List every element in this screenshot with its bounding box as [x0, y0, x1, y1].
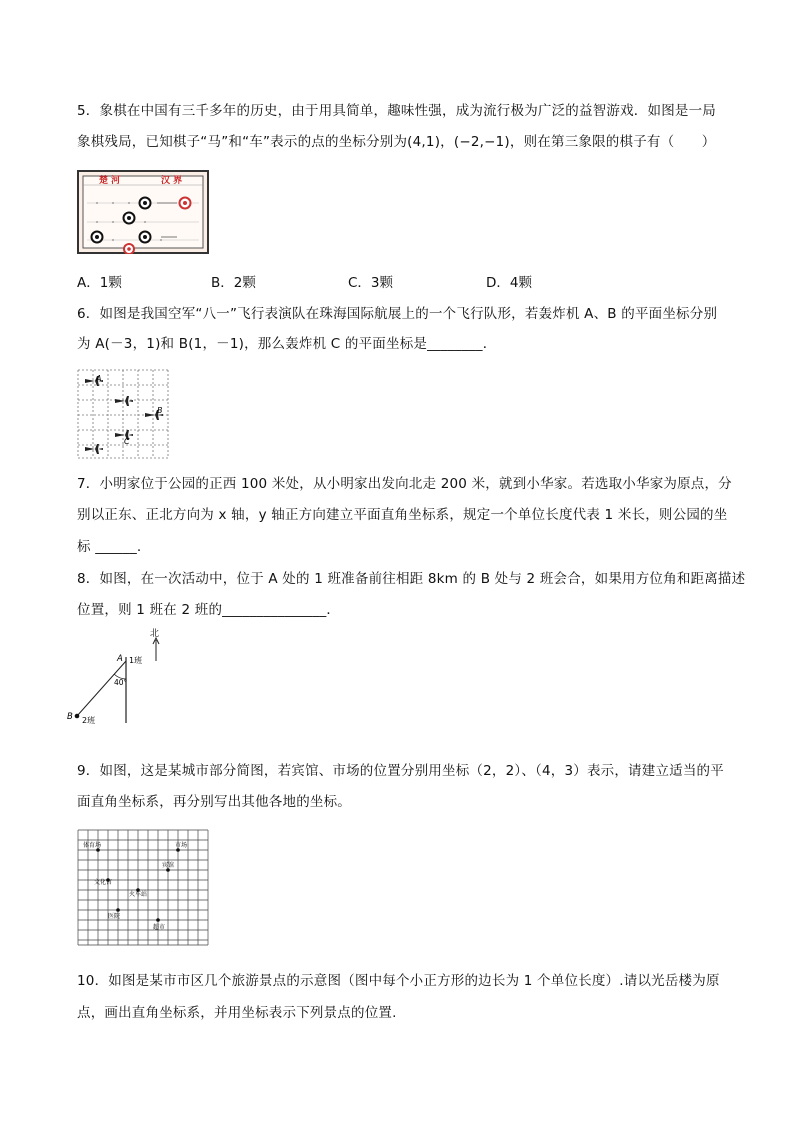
place-culture-palace: 文化宫: [94, 879, 113, 886]
bearing-figure: [62, 627, 182, 725]
point-a-label: A: [117, 654, 123, 664]
chess-piece-red: [180, 198, 191, 209]
q10-line1: 10．如图是某市市区几个旅游景点的示意图（图中每个小正方形的边长为 1 个单位长度）.请以光岳楼为原: [77, 973, 720, 989]
place-supermarket: 超市: [153, 924, 166, 931]
chess-board-figure: [77, 170, 209, 254]
q8-line1: 8．如图，在一次活动中，位于 A 处的 1 班准备前往相距 8km 的 B 处与 2 班会合，如果用方位角和距离描述: [77, 571, 746, 587]
plane-icon: [85, 444, 103, 454]
city-map-figure: [77, 829, 210, 946]
q9-line2: 面直角坐标系，再分别写出其他各地的坐标。: [77, 794, 351, 810]
q6-line1: 6．如图是我国空军“八一”飞行表演队在珠海国际航展上的一个飞行队形，若轰炸机 A、B 的平面坐标分别: [77, 306, 718, 322]
chess-piece: [140, 198, 151, 209]
q5-line2: 象棋残局，已知棋子“马”和“车”表示的点的坐标分别为(4,1)，(−2,−1)，则在第三象限的棋子有（ ）: [77, 134, 716, 150]
q5-option-c: C．3颗: [348, 275, 394, 291]
chess-piece: [124, 213, 135, 224]
q10-line2: 点，画出直角坐标系，并用坐标表示下列景点的位置.: [77, 1005, 397, 1021]
chess-piece: [92, 232, 103, 243]
q6-line2: 为 A(－3，1)和 B(1，－1)，那么轰炸机 C 的平面坐标是________．: [77, 336, 497, 352]
chess-piece: [140, 232, 151, 243]
q7-line2: 别以正东、正北方向为 x 轴，y 轴正方向建立平面直角坐标系，规定一个单位长度代表 1 米长，则公园的坐: [77, 507, 728, 523]
point-b-label: B: [67, 712, 73, 722]
north-label: 北: [150, 629, 160, 639]
class-2-label: 2班: [82, 716, 96, 725]
board-han-jie: 汉 界: [161, 176, 183, 186]
place-hotel: 宾馆: [162, 862, 175, 869]
label-b: B: [157, 406, 163, 415]
plane-icon: [115, 396, 133, 406]
label-c: C: [124, 437, 130, 446]
q9-line1: 9．如图，这是某城市部分简图，若宾馆、市场的位置分别用坐标（2，2）、（4，3）表示，请建立适当的平: [77, 763, 724, 779]
q7-line3: 标 ______.: [77, 539, 142, 555]
place-stadium: 体育场: [83, 842, 102, 849]
q5-option-b: B．2颗: [211, 275, 256, 291]
q5-option-a: A．1颗: [77, 275, 122, 291]
label-a: A: [96, 374, 102, 383]
q5-option-d: D．4颗: [486, 275, 532, 291]
place-market: 市场: [175, 842, 188, 849]
chess-piece-red: [124, 244, 134, 254]
formation-grid-figure: [77, 369, 171, 459]
q8-line2: 位置，则 1 班在 2 班的_______________．: [77, 602, 341, 618]
class-1-label: 1班: [129, 656, 143, 665]
board-chu-he: 楚 河: [99, 176, 121, 186]
place-train-station: 火车站: [129, 891, 148, 898]
q5-line1: 5．象棋在中国有三千多年的历史，由于用具简单，趣味性强，成为流行极为广泛的益智游戏．如图是一局: [77, 103, 716, 119]
angle-label: 40°: [114, 678, 128, 687]
q7-line1: 7．小明家位于公园的正西 100 米处，从小明家出发向北走 200 米，就到小华家。若选取小华家为原点，分: [77, 476, 732, 492]
place-hospital: 医院: [108, 913, 121, 920]
